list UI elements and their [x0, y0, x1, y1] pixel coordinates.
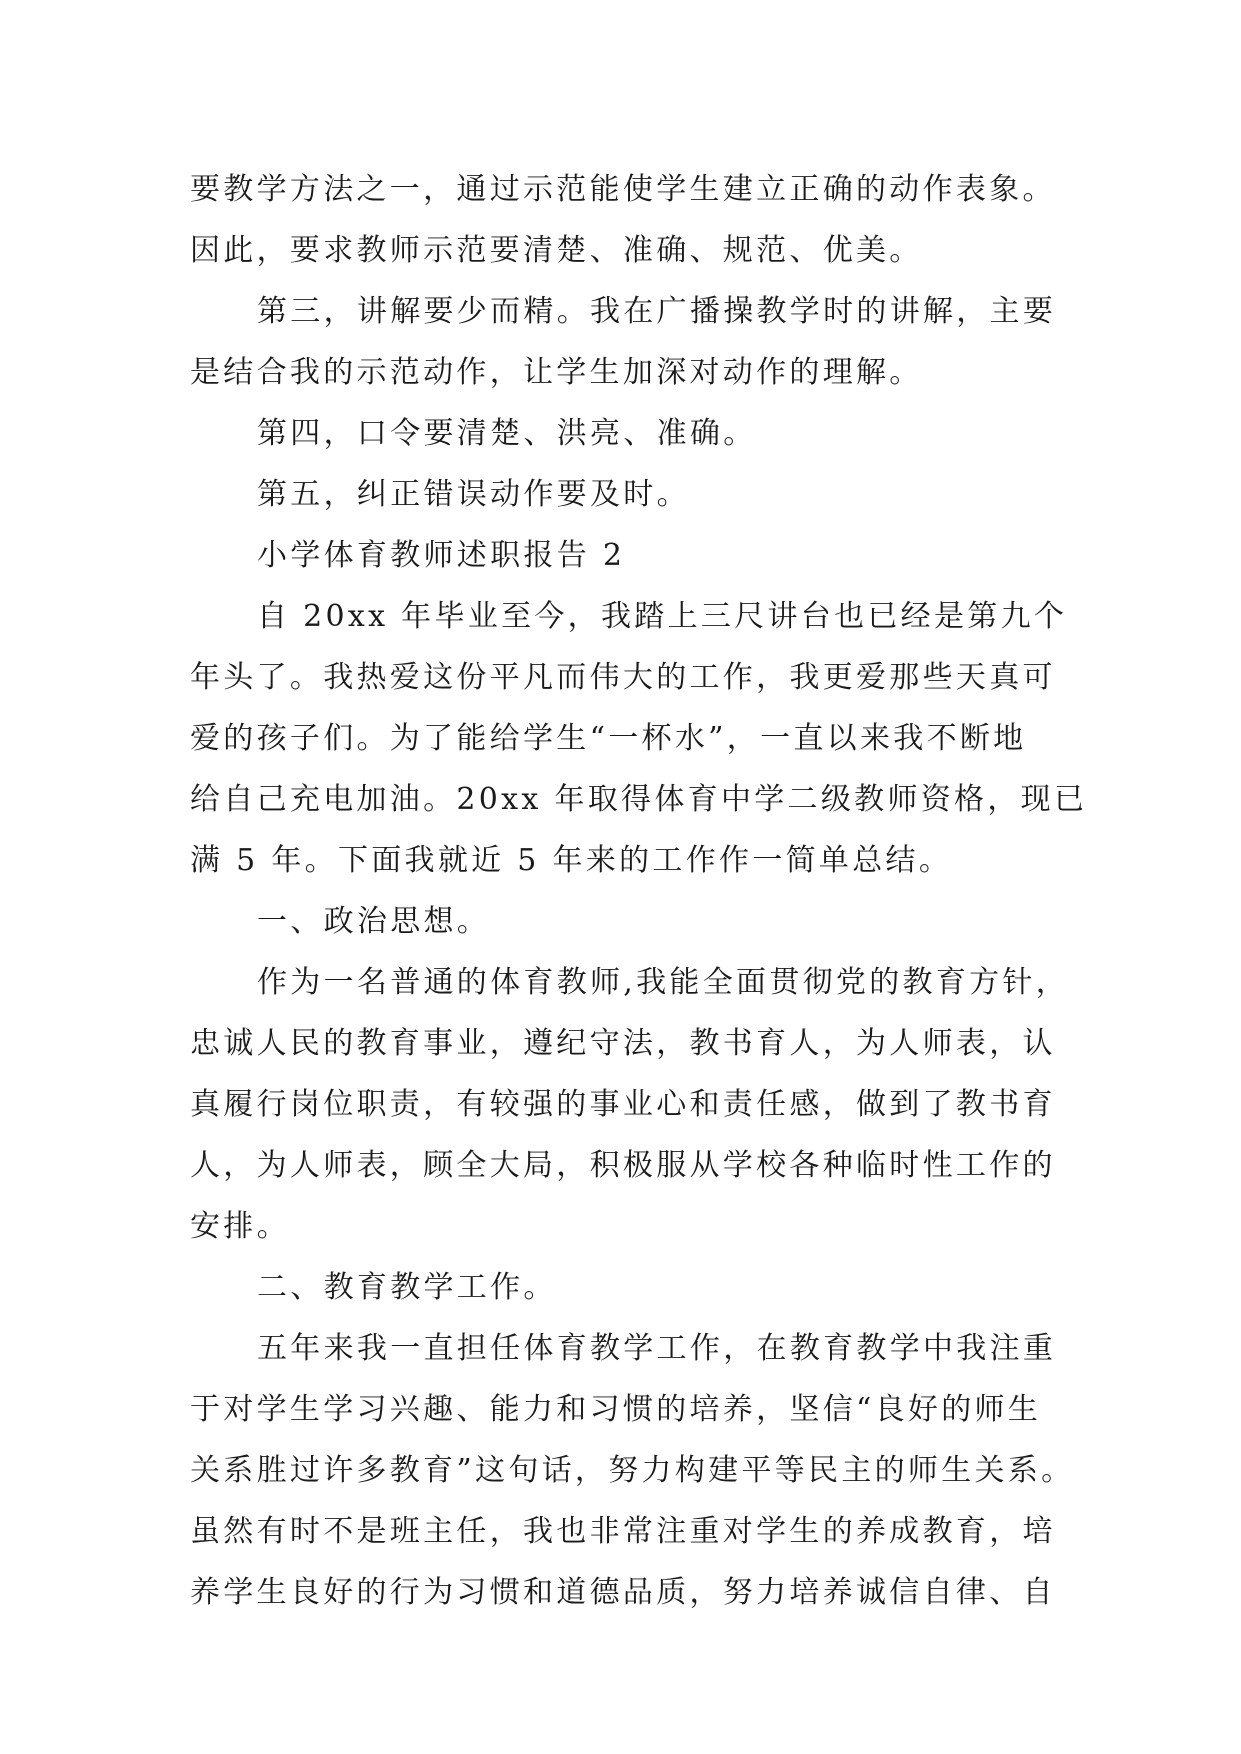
text-line: 虽然有时不是班主任，我也非常注重对学生的养成教育，培 [190, 1514, 1056, 1549]
text-line: 忠诚人民的教育事业，遵纪守法，教书育人，为人师表，认 [190, 1026, 1056, 1061]
text-line: 第四，口令要清楚、洪亮、准确。 [257, 416, 757, 451]
text-line: 给自己充电加油。20xx 年取得体育中学二级教师资格，现已 [190, 782, 1088, 817]
text-line: 自 20xx 年毕业至今，我踏上三尺讲台也已经是第九个 [257, 599, 1068, 634]
text-line: 一、政治思想。 [257, 904, 491, 939]
text-line: 第三，讲解要少而精。我在广播操教学时的讲解，主要 [257, 294, 1057, 329]
text-line: 年头了。我热爱这份平凡而伟大的工作，我更爱那些天真可 [190, 660, 1056, 695]
text-line: 第五，纠正错误动作要及时。 [257, 477, 690, 512]
text-line: 要教学方法之一，通过示范能使学生建立正确的动作表象。 [190, 172, 1056, 207]
text-line: 是结合我的示范动作，让学生加深对动作的理解。 [190, 355, 923, 390]
document-body [190, 159, 1088, 1623]
text-line: 作为一名普通的体育教师,我能全面贯彻党的教育方针， [257, 965, 1070, 1000]
text-line: 真履行岗位职责，有较强的事业心和责任感，做到了教书育 [190, 1087, 1056, 1122]
text-line: 五年来我一直担任体育教学工作，在教育教学中我注重 [257, 1331, 1057, 1366]
text-line: 关系胜过许多教育”这句话，努力构建平等民主的师生关系。 [190, 1453, 1075, 1488]
text-line: 爱的孩子们。为了能给学生“一杯水”，一直以来我不断地 [190, 721, 1027, 756]
text-line: 小学体育教师述职报告 2 [257, 538, 626, 573]
text-line: 安排。 [190, 1209, 290, 1244]
text-line: 人，为人师表，顾全大局，积极服从学校各种临时性工作的 [190, 1148, 1056, 1183]
text-line: 二、教育教学工作。 [257, 1270, 557, 1305]
text-line: 于对学生学习兴趣、能力和习惯的培养，坚信“良好的师生 [190, 1392, 1042, 1427]
text-line: 因此，要求教师示范要清楚、准确、规范、优美。 [190, 233, 923, 268]
text-line: 养学生良好的行为习惯和道德品质，努力培养诚信自律、自 [190, 1575, 1056, 1610]
text-line: 满 5 年。下面我就近 5 年来的工作作一简单总结。 [190, 843, 953, 878]
